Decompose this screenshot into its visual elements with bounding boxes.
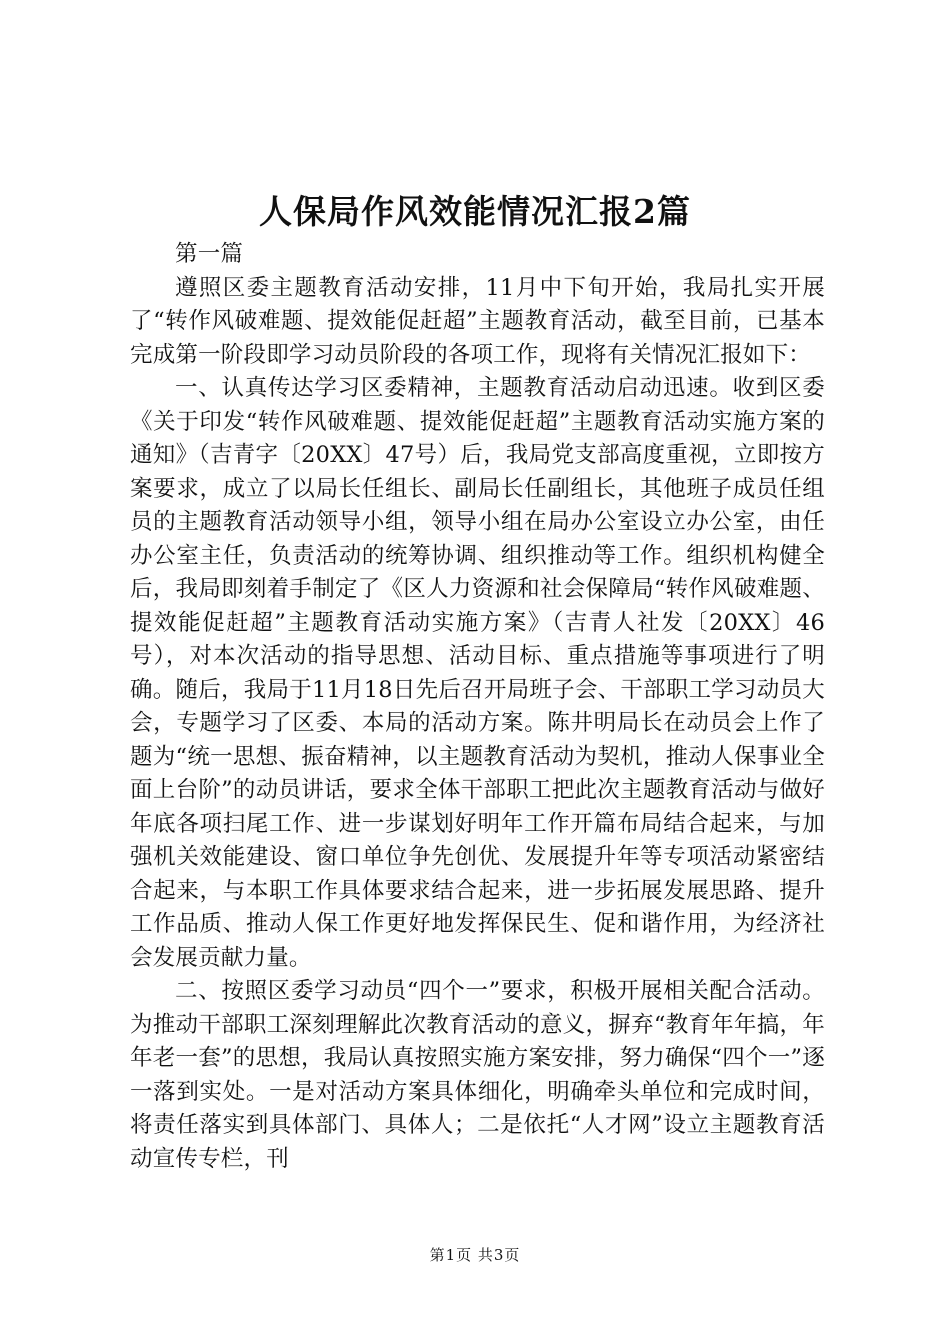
document-body [130,238,825,1176]
paragraph-section-two: 二、按照区委学习动员“四个一”要求，积极开展相关配合活动。为推动干部职工深刻理解此次教育活动的意义，摒弃“教育年年搞，年年老一套”的思想，我局认真按照实施方案安排，努力确保“四个一”逐一落到实处。一是对活动方案具体细化，明确牵头单位和完成时间，将责任落实到具体部门、具体人；二是依托“人才网”设立主题教育活动宣传专栏，刊 [130,978,825,1172]
page-footer: 第1页 共3页 [429,1246,521,1264]
paragraph-intro: 遵照区委主题教育活动安排，11月中下旬开始，我局扎实开展了“转作风破难题、提效能促赶超”主题教育活动，截至目前，已基本完成第一阶段即学习动员阶段的各项工作，现将有关情况汇报如下： [130,274,825,368]
section-label: 第一篇 [175,241,244,267]
paragraph-section-one: 一、认真传达学习区委精神，主题教育活动启动迅速。收到区委《关于印发“转作风破难题、提效能促赶超”主题教育活动实施方案的通知》（吉青字〔20XX〕47号）后，我局党支部高度重视，立即按方案要求，成立了以局长任组长、副局长任副组长，其他班子成员任组员的主题教育活动领导小组，领导小组在局办公室设立办公室，由任办公室主任，负责活动的统筹协调、组织推动等工作。组织机构健全后，我局即刻着手制定了《区人力资源和社会保障局“转作风破难题、提效能促赶超”主题教育活动实施方案》（吉青人社发〔20XX〕46号），对本次活动的指导思想、活动目标、重点措施等事项进行了明确。随后，我局于11月18日先后召开局班子会、干部职工学习动员大会，专题学习了区委、本局的活动方案。陈井明局长在动员会上作了题为“统一思想、振奋精神，以主题教育活动为契机，推动人保事业全面上台阶”的动员讲话，要求全体干部职工把此次主题教育活动与做好年底各项扫尾工作、进一步谋划好明年工作开篇布局结合起来，与加强机关效能建设、窗口单位争先创优、发展提升年等专项活动紧密结合起来，与本职工作具体要求结合起来，进一步拓展发展思路、提升工作品质、推动人保工作更好地发挥保民生、促和谐作用，为经济社会发展贡献力量。 [130,375,825,971]
document-title: 人保局作风效能情况汇报2篇 [259,192,691,231]
